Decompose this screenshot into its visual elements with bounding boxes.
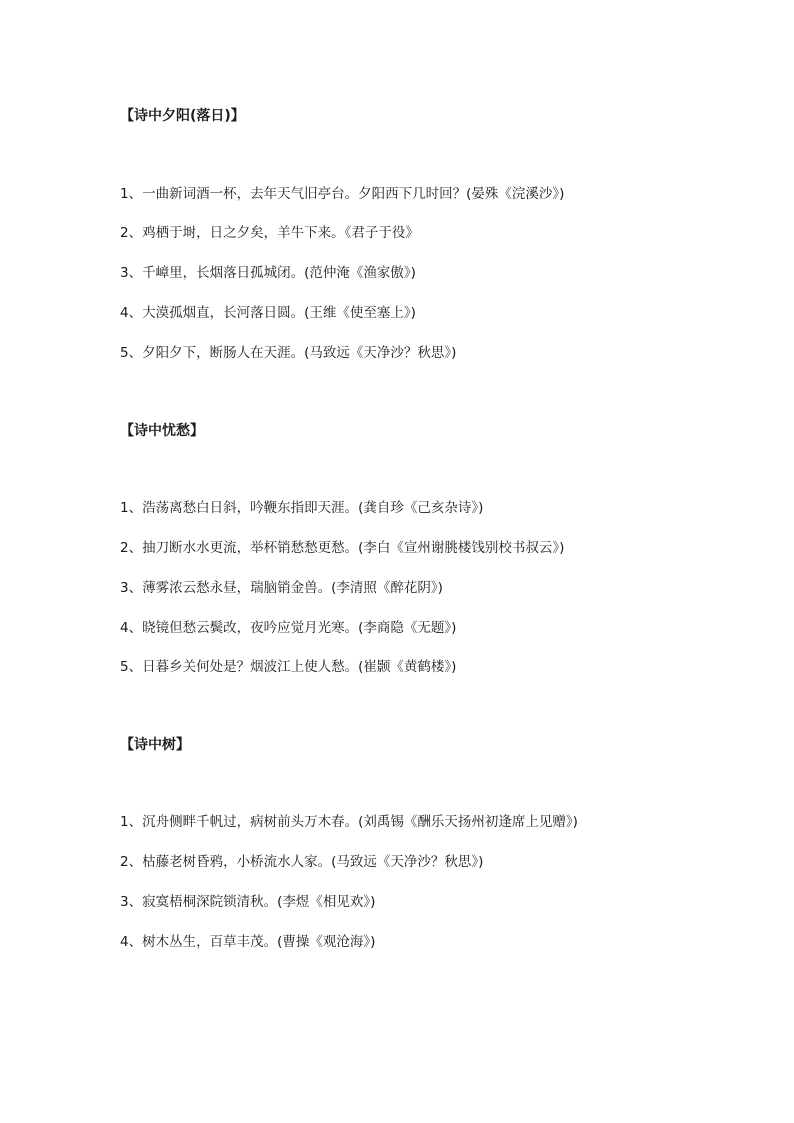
section-heading-sunset: 【诗中夕阳(落日)】 — [120, 108, 245, 124]
poem-line: 4、树木丛生，百草丰茂。(曹操《观沧海》) — [120, 934, 376, 950]
poem-line: 1、沉舟侧畔千帆过，病树前头万木春。(刘禹锡《酬乐天扬州初逢席上见赠》) — [120, 814, 578, 830]
poem-line: 3、寂寞梧桐深院锁清秋。(李煜《相见欢》) — [120, 894, 376, 910]
poem-line: 4、大漠孤烟直，长河落日圆。(王维《使至塞上》) — [120, 305, 416, 321]
poem-line: 2、枯藤老树昏鸦，小桥流水人家。(马致远《天净沙？秋思》) — [120, 854, 484, 870]
section-heading-trees: 【诗中树】 — [120, 737, 190, 753]
poem-line: 5、日暮乡关何处是？烟波江上使人愁。(崔颢《黄鹤楼》) — [120, 659, 457, 675]
poem-line: 2、抽刀断水水更流，举杯销愁愁更愁。(李白《宣州谢朓楼饯别校书叔云》) — [120, 540, 565, 556]
poem-line: 2、鸡栖于埘，日之夕矣，羊牛下来。《君子于役》 — [120, 225, 419, 241]
poem-line: 5、夕阳夕下，断肠人在天涯。(马致远《天净沙？秋思》) — [120, 345, 457, 361]
poem-line: 3、薄雾浓云愁永昼，瑞脑销金兽。(李清照《醉花阴》) — [120, 580, 443, 596]
section-heading-sorrow: 【诗中忧愁】 — [120, 423, 204, 439]
poem-line: 1、浩荡离愁白日斜，吟鞭东指即天涯。(龚自珍《己亥杂诗》) — [120, 500, 484, 516]
poem-line: 1、一曲新词酒一杯，去年天气旧亭台。夕阳西下几时回？(晏殊《浣溪沙》) — [120, 186, 565, 202]
poem-line: 4、晓镜但愁云鬓改，夜吟应觉月光寒。(李商隐《无题》) — [120, 620, 457, 636]
poem-line: 3、千嶂里，长烟落日孤城闭。(范仲淹《渔家傲》) — [120, 265, 416, 281]
